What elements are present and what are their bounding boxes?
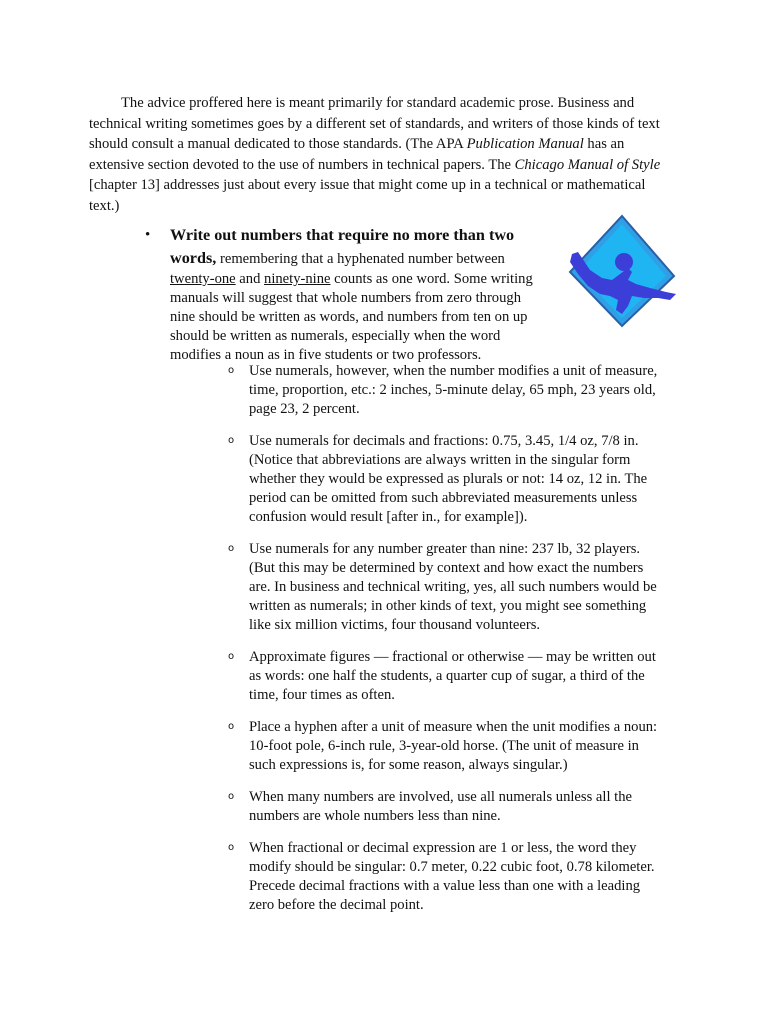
rule-text-1: remembering that a hyphenated number between: [216, 251, 505, 267]
sub-rule-text: Use numerals for any number greater than nine: 237 lb, 32 players. (But this may be determined by context and how exact the numbers are. In business and technical writing, yes, all such numbers would be written as numerals; in other kinds of text, you might see something like six million victims, four thousand volunteers.: [249, 541, 657, 633]
sub-rule-item: [228, 839, 668, 915]
sub-bullet-marker: o: [228, 365, 235, 376]
sub-rule-text: Use numerals for decimals and fractions: 0.75, 3.45, 1/4 oz, 7/8 in. (Notice that abbreviations are always written in the singular form whether they would be expressed as plurals or not: 14 oz, 12 in. The period can be omitted from such abbreviated measurements unless confusion would result [after in., for example]).: [249, 433, 648, 525]
sub-bullet-marker: o: [228, 842, 235, 853]
figure-head-icon: [615, 253, 633, 271]
sub-rule-text: When many numbers are involved, use all numerals unless all the numbers are whole numbers less than nine.: [249, 789, 632, 824]
sub-bullet-marker: o: [228, 721, 235, 732]
sub-bullet-marker: o: [228, 543, 235, 554]
sub-rule-item: [228, 362, 668, 419]
sub-rule-text: Use numerals, however, when the number modifies a unit of measure, time, proportion, etc.: 2 inches, 5-minute delay, 65 mph, 23 years old, page 23, 2 percent.: [249, 363, 658, 417]
sub-bullet-marker: o: [228, 435, 235, 446]
sub-rule-item: [228, 788, 668, 826]
rule-text-2: and: [235, 271, 265, 287]
sub-bullet-marker: o: [228, 791, 235, 802]
intro-text-3: [chapter 13] addresses just about every issue that might come up in a technical or mathematical text.): [89, 177, 646, 214]
chicago-manual-title: Chicago Manual of Style: [514, 156, 661, 173]
sub-bullet-marker: o: [228, 651, 235, 662]
sub-rule-text: Place a hyphen after a unit of measure when the unit modifies a noun: 10-foot pole, 6-inch rule, 3-year-old horse. (The unit of measure in such expressions is, for some reason, always singular.): [249, 719, 658, 773]
twenty-one-link[interactable]: twenty-one: [170, 271, 236, 287]
intro-text-1: The advice proffered here is meant primarily for standard academic prose. Business and technical writing sometimes goes by a different set of standards, and writers of those kinds of text should consult a manual dedicated to those standards. (The APA: [89, 95, 660, 152]
sub-rule-item: [228, 432, 668, 527]
intro-text-2: has an extensive section devoted to the use of numbers in technical papers. The: [89, 136, 625, 173]
intro-paragraph: [89, 93, 679, 216]
sub-rule-item: [228, 540, 668, 635]
diamond-figure-illustration: [566, 214, 678, 330]
sub-rule-text: Approximate figures — fractional or otherwise — may be written out as words: one half the students, a quarter cup of sugar, a third of the time, four times as often.: [249, 649, 656, 703]
sub-rule-item: [228, 718, 668, 775]
rule-text-3: counts as one word. Some writing manuals will suggest that whole numbers from zero through nine should be written as words, and numbers from ten on up should be written as numerals, especially when the word modifies a noun as in five students or two professors.: [170, 271, 533, 363]
ninety-nine-link[interactable]: ninety-nine: [264, 271, 331, 287]
sub-rule-text: When fractional or decimal expression are 1 or less, the word they modify should be singular: 0.7 meter, 0.22 cubic foot, 0.78 kilometer. Precede decimal fractions with a value less than one with a leading zero before the decimal point.: [249, 840, 655, 913]
rule-heading: Write out numbers that require no more than two words,: [170, 226, 515, 267]
main-bullet-paragraph: [170, 224, 548, 365]
sub-rule-list: [228, 362, 668, 915]
apa-manual-title: Publication Manual: [466, 136, 584, 152]
bullet-marker: •: [145, 227, 151, 243]
sub-rule-item: [228, 648, 668, 705]
